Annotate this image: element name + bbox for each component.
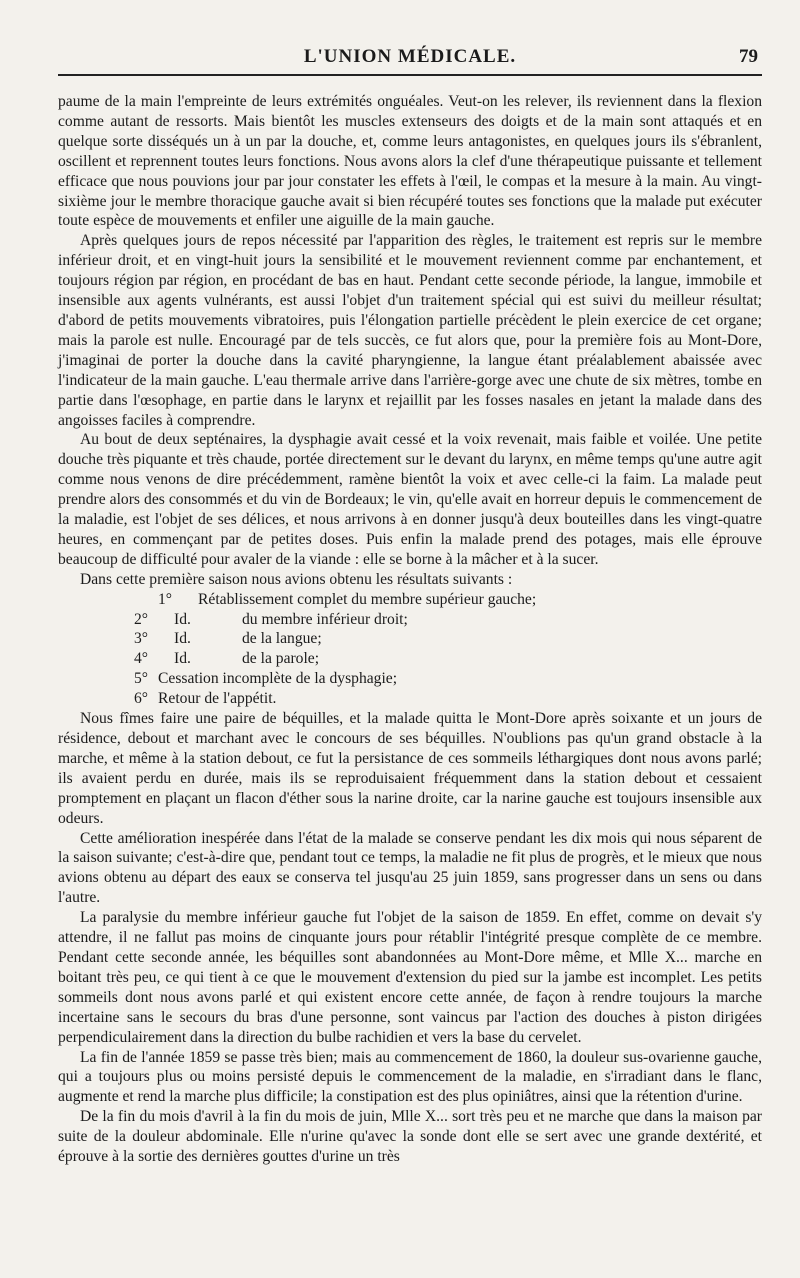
list-id: Id. [174, 650, 191, 668]
list-item [58, 610, 762, 630]
list-text: Retour de l'appétit. [158, 690, 277, 708]
paragraph: Nous fîmes faire une paire de béquilles, et la malade quitta le Mont-Dore après soixante et un jours de résidence, debout et marchant avec le concours de ses béquilles. N'oublions pas qu'un grand obstacle à la marche, et même à la station debout, ce fut la persistance de ces sommeils léthargiques dont nous avons parlé; ils avaient perdu en durée, mais ils se reproduisaient fréquemment dans la station debout et cessaient promptement en plaçant un flacon d'éther sous la narine droite, car la narine gauche est toujours insensible aux odeurs. [58, 710, 762, 827]
results-list [58, 590, 762, 709]
page-header [58, 40, 762, 76]
article-body [58, 92, 762, 1167]
paragraph: Au bout de deux septénaires, la dysphagie avait cessé et la voix revenait, mais faible et voilée. Une petite douche très piquante et très chaude, portée directement sur le devant du larynx, en même temps qu'une autre agit comme nous venons de dire précédemment, ramène bientôt la voix et avec celle-ci la faim. La malade peut prendre alors des consommés et du vin de Bordeaux; le vin, qu'elle avait en horreur depuis le commencement de la maladie, est l'objet de ses délices, et nous arrivons à en donner jusqu'à deux bouteilles dans les vingt-quatre heures, en commençant par de petites doses. Puis enfin la malade prend des potages, mais elle éprouve beaucoup de difficulté pour avaler de la viande : elle se borne à la mâcher et à la sucer. [58, 431, 762, 568]
list-text: Rétablissement complet du membre supérieur gauche; [198, 590, 537, 608]
list-number: 3° [134, 630, 149, 648]
paragraph: Cette amélioration inespérée dans l'état de la malade se conserve pendant les dix mois qui nous séparent de la saison suivante; c'est-à-dire que, pendant tout ce temps, la maladie ne fit plus de progrès, et le mieux que nous avions obtenu au départ des eaux se conserva tel jusqu'au 25 juin 1859, sans progresser dans un sens ou dans l'autre. [58, 829, 762, 907]
list-text: de la langue; [242, 630, 322, 648]
paragraph: paume de la main l'empreinte de leurs extrémités onguéales. Veut-on les relever, ils reviennent dans la flexion comme autant de ressorts. Mais bientôt les muscles extenseurs des doigts et de la main sont attaqués et en quelque sorte disséqués un à un par la douche, et, comme leurs antagonistes, en quelques jours ils s'ébranlent, oscillent et reprennent toutes leurs fonctions. Nous avons alors la clef d'une thérapeutique puissante et tellement efficace que nous pouvions jour par jour constater les effets à l'œil, le compas et la mesure à la main. Au vingt-sixième jour le membre thoracique gauche avait si bien récupéré toutes ses fonctions que la malade put exécuter toute espèce de mouvements et enfiler une aiguille de la main gauche. [58, 93, 762, 230]
list-id: Id. [174, 610, 191, 628]
list-item [58, 649, 762, 669]
list-number: 5° [134, 670, 149, 688]
paragraph: La paralysie du membre inférieur gauche fut l'objet de la saison de 1859. En effet, comme on devait s'y attendre, il ne fallut pas moins de cinquante jours pour rétablir l'intégrité presque complète de ce membre. Pendant cette seconde année, les béquilles sont abandonnées au Mont-Dore même, et Mlle X... marche en boitant très peu, ce qui tient à ce que le mouvement d'extension du pied sur la jambe est incomplet. Les petits sommeils dont nous avons parlé et qui existent encore cette année, de façon à rendre toujours la marche incertaine sans le secours du bras d'une personne, sont vaincus par l'action des douches à piston dirigées perpendiculairement dans la direction du bulbe rachidien et vers la base du cervelet. [58, 909, 762, 1046]
list-text: Cessation incomplète de la dysphagie; [158, 670, 398, 688]
list-id: Id. [174, 630, 191, 648]
list-text: de la parole; [242, 650, 320, 668]
list-number: 4° [134, 650, 149, 668]
list-number: 2° [134, 610, 149, 628]
paragraph: De la fin du mois d'avril à la fin du mois de juin, Mlle X... sort très peu et ne marche que dans la maison par suite de la douleur abdominale. Elle n'urine qu'avec la sonde dont elle se sert avec une grande dextérité, et éprouve à la sortie des dernières gouttes d'urine un très [58, 1108, 762, 1166]
journal-title: L'UNION MÉDICALE. [303, 46, 517, 67]
paragraph: La fin de l'année 1859 se passe très bien; mais au commencement de 1860, la douleur sus-ovarienne gauche, qui a toujours plus ou moins persisté depuis le commencement de la maladie, en s'irradiant dans le flanc, augmente et rend la marche plus difficile; la constipation est des plus opiniâtres, ainsi que la rétention d'urine. [58, 1048, 762, 1106]
list-number: 1° [158, 590, 173, 608]
paragraph: Après quelques jours de repos nécessité par l'apparition des règles, le traitement est repris sur le membre inférieur droit, et en vingt-huit jours la sensibilité et le mouvement reviennent comme par enchantement, et toujours région par région, en procédant de bas en haut. Pendant cette seconde période, la langue, immobile et insensible aux agents vulnérants, est aussi l'objet d'un traitement spécial qui est suivi du meilleur résultat; d'abord de petits mouvements vibratoires, puis l'élongation partielle précèdent le plein exercice de cet organe; mais la parole est nulle. Encouragé par de tels succès, ce fut alors que, pour la première fois au Mont-Dore, j'imaginai de porter la douche dans la cavité pharyngienne, la langue étant préalablement abaissée avec l'indicateur de la main gauche. L'eau thermale arrive dans l'arrière-gorge avec une chute de six mètres, tombe en partie dans l'œsophage, en partie dans le larynx et rejaillit par les fosses nasales en jetant la malade dans des angoisses faciles à comprendre. [58, 232, 762, 429]
list-number: 6° [134, 690, 149, 708]
page-number: 79 [739, 46, 758, 67]
list-item [58, 590, 762, 610]
list-item [58, 629, 762, 649]
list-item [58, 689, 762, 709]
list-text: du membre inférieur droit; [242, 610, 408, 628]
paragraph: Dans cette première saison nous avions obtenu les résultats suivants : [80, 570, 513, 588]
list-item [58, 669, 762, 689]
